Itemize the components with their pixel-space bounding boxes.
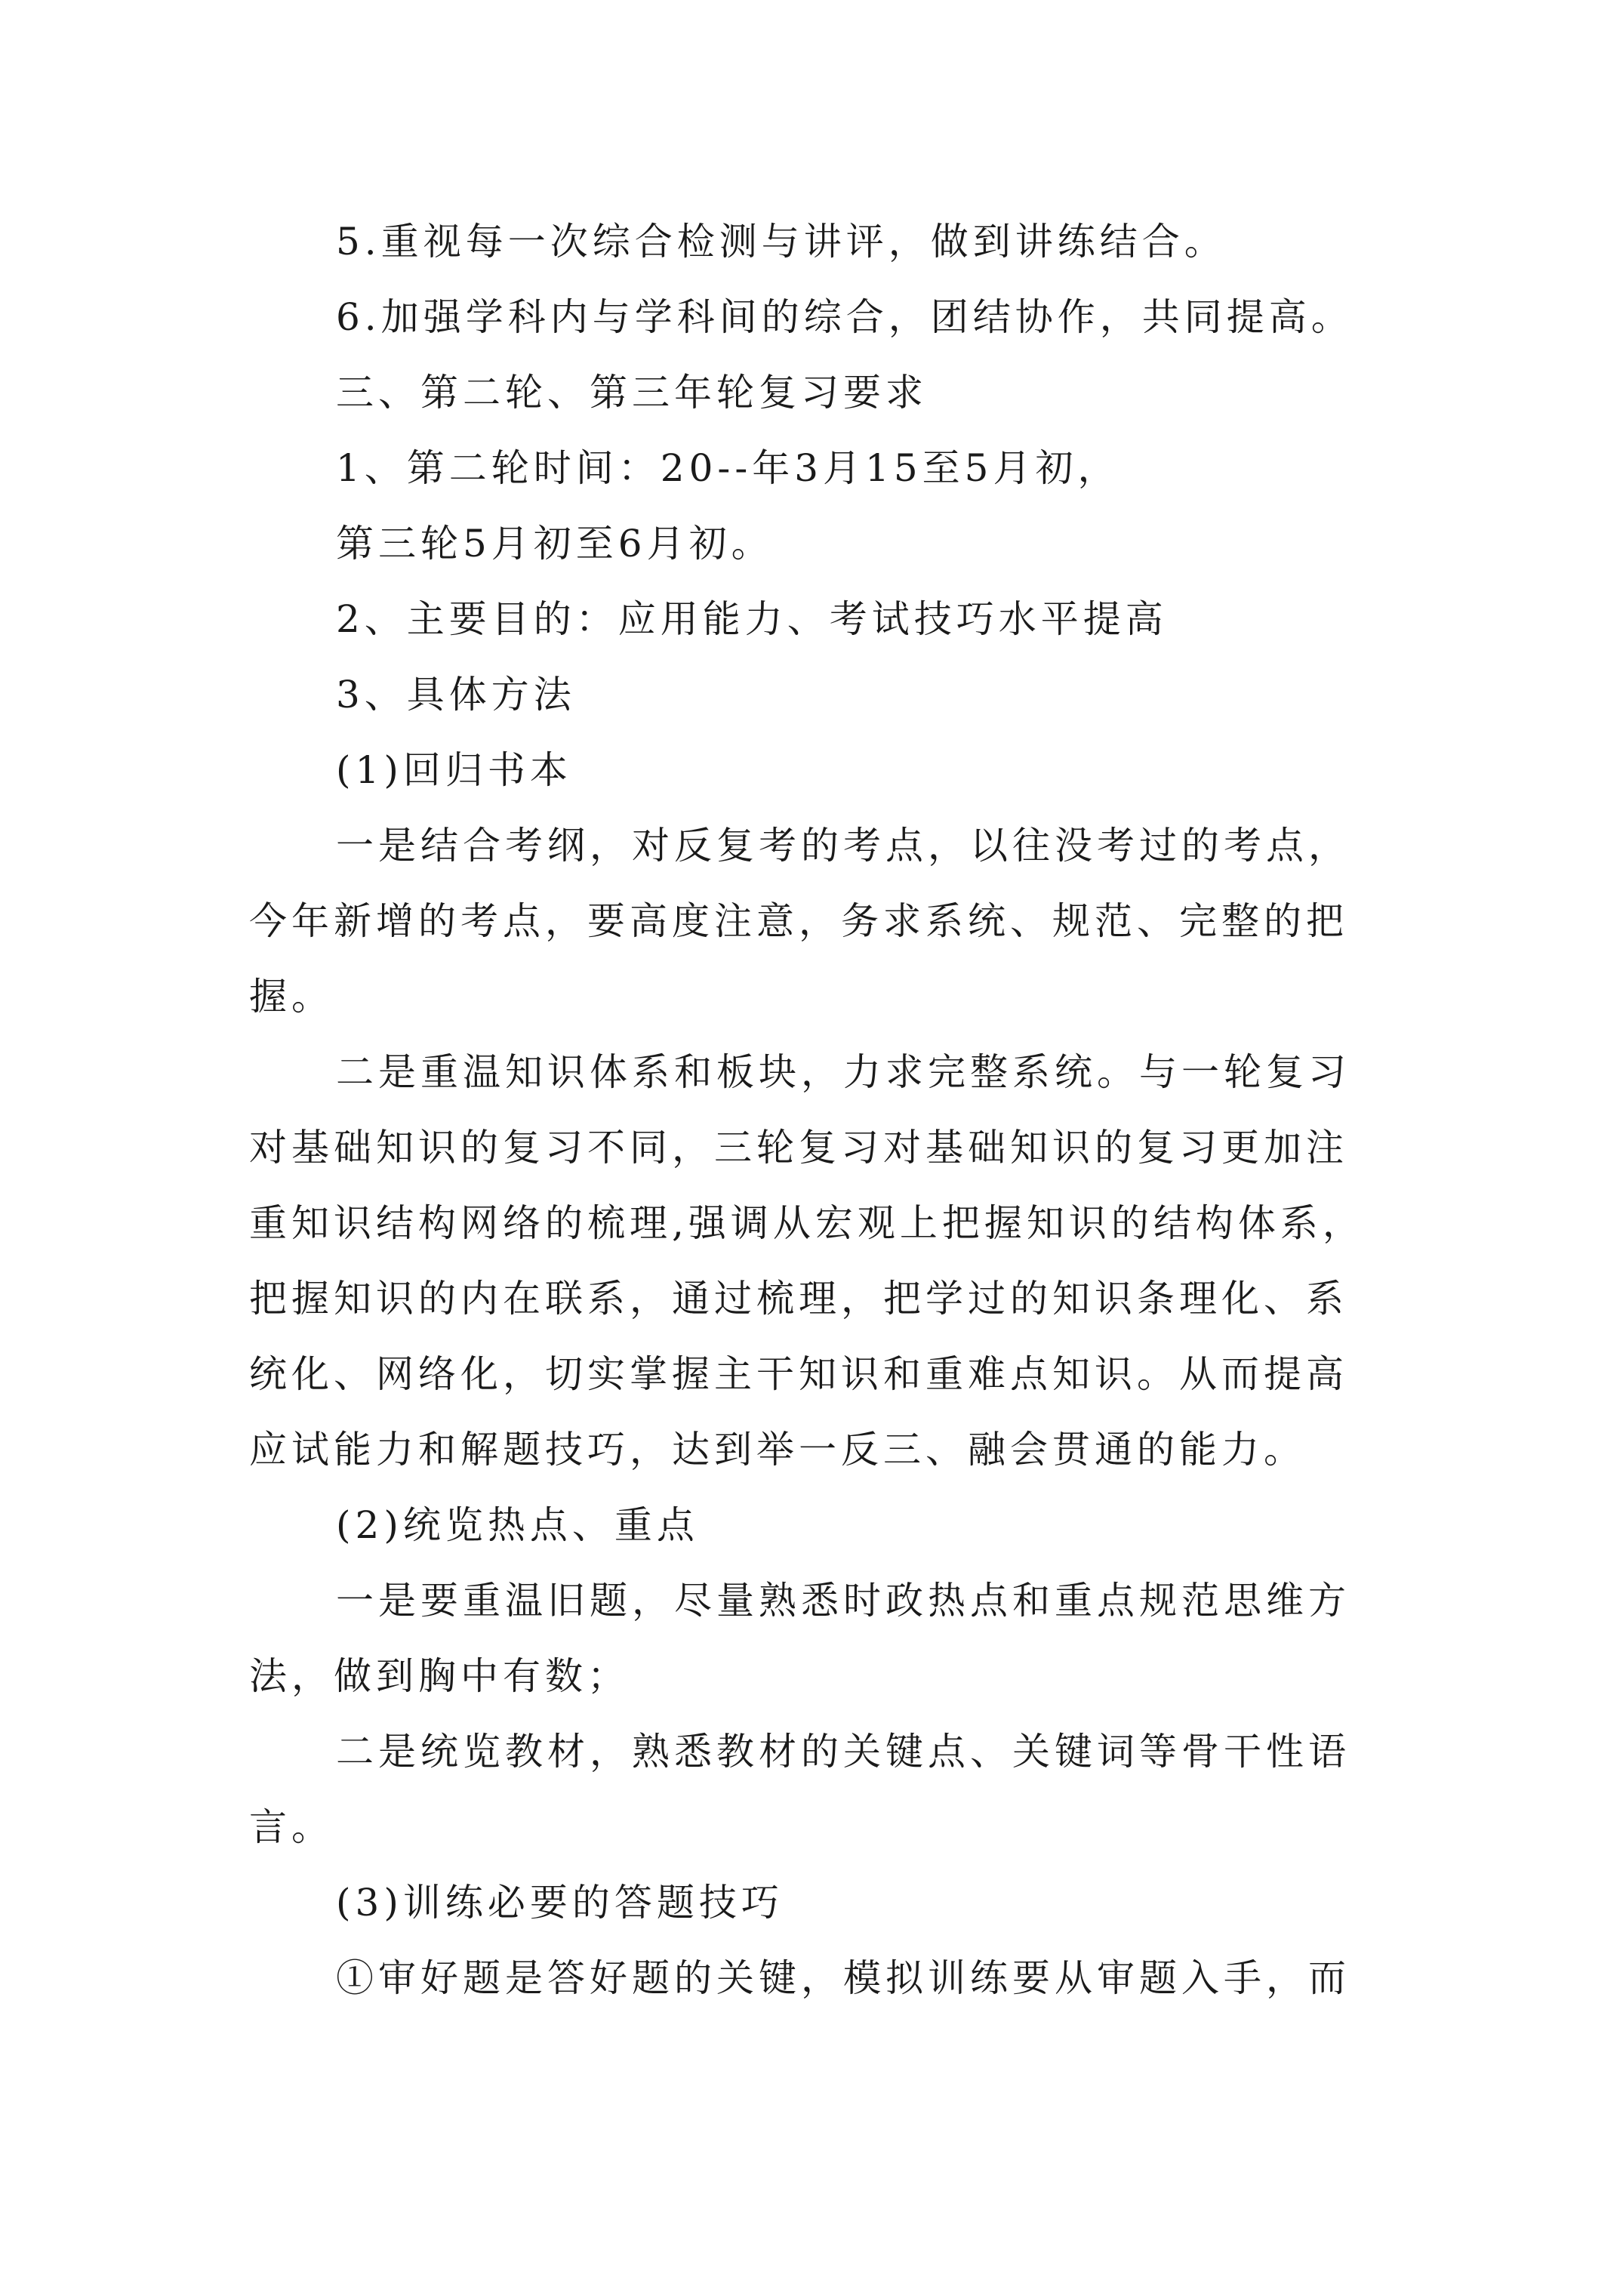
text-line: 法，做到胸中有数； [249,1654,630,1698]
text-line: 对基础知识的复习不同，三轮复习对基础知识的复习更加注 [249,1126,1348,1170]
subsection-heading: (1)回归书本 [336,748,572,792]
section-heading: 三、第二轮、第三年轮复习要求 [336,371,928,415]
text-line: 把握知识的内在联系，通过梳理，把学过的知识条理化、系 [249,1277,1348,1321]
text-line: 今年新增的考点，要高度注意，务求系统、规范、完整的把 [249,899,1348,943]
text-line: 5.重视每一次综合检测与讲评，做到讲练结合。 [336,220,1227,264]
text-line: ①审好题是答好题的关键，模拟训练要从审题入手，而 [336,1956,1350,2000]
text-line: 3、具体方法 [336,673,576,717]
text-line: 应试能力和解题技巧，达到举一反三、融会贯通的能力。 [249,1428,1306,1472]
text-line: 第三轮5月初至6月初。 [336,522,774,566]
text-line: 言。 [249,1805,334,1849]
text-line: 重知识结构网络的梳理,强调从宏观上把握知识的结构体系， [249,1201,1365,1245]
text-line: 统化、网络化，切实掌握主干知识和重难点知识。从而提高 [249,1352,1348,1396]
text-line: 1、第二轮时间：20--年3月15至5月初， [336,446,1120,490]
text-line: 一是结合考纲，对反复考的考点，以往没考过的考点， [336,824,1350,868]
text-line: 二是重温知识体系和板块，力求完整系统。与一轮复习 [336,1050,1350,1094]
text-line: 2、主要目的：应用能力、考试技巧水平提高 [336,597,1168,641]
subsection-heading: (3)训练必要的答题技巧 [336,1881,784,1925]
subsection-heading: (2)统览热点、重点 [336,1503,699,1547]
text-line: 二是统览教材，熟悉教材的关键点、关键词等骨干性语 [336,1730,1350,1774]
text-line: 握。 [249,975,334,1019]
text-line: 一是要重温旧题，尽量熟悉时政热点和重点规范思维方 [336,1579,1350,1623]
text-line: 6.加强学科内与学科间的综合，团结协作，共同提高。 [336,295,1354,339]
